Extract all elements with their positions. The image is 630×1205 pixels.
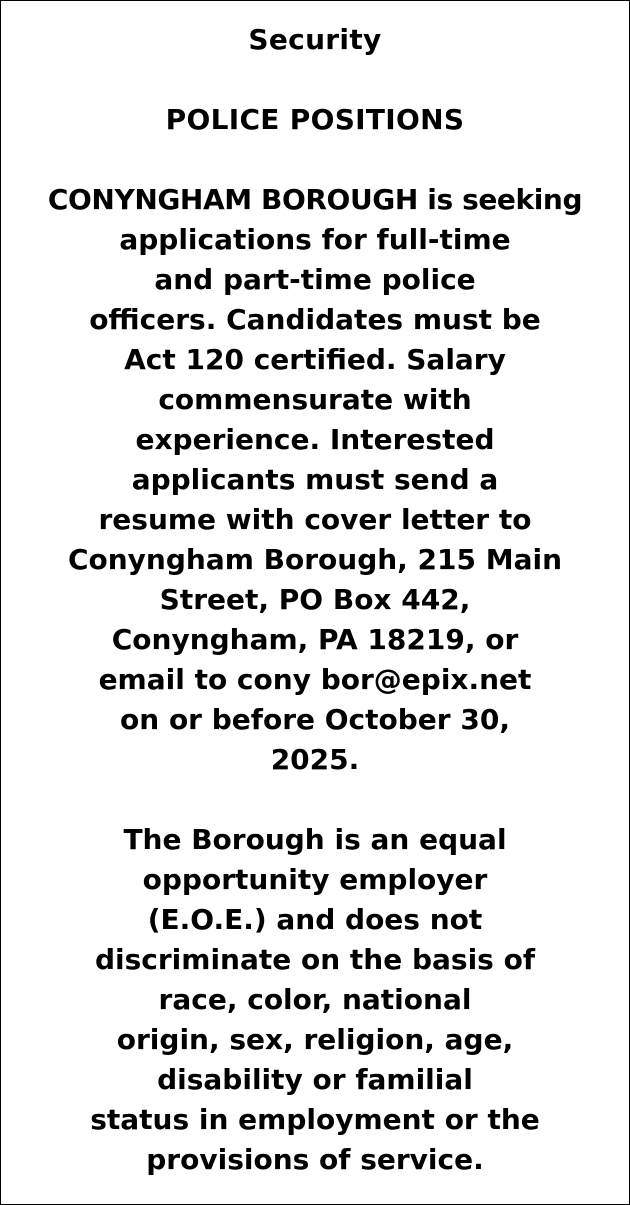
body-line: on or before October 30, bbox=[120, 703, 510, 736]
body-line: 2025. bbox=[270, 743, 360, 776]
top-padding bbox=[0, 0, 630, 20]
eoe-line: disability or familial bbox=[157, 1063, 473, 1096]
eoe-line: status in employment or the bbox=[90, 1103, 540, 1136]
eoe-line: opportunity employer bbox=[142, 863, 488, 896]
ad-body bbox=[0, 180, 630, 780]
body-line: officers. Candidates must be bbox=[89, 303, 541, 336]
eoe-line: discriminate on the basis of bbox=[94, 943, 536, 976]
body-line: Conyngham, PA 18219, or bbox=[111, 623, 519, 656]
ad-title: POLICE POSITIONS bbox=[165, 103, 465, 136]
email-line: email to cony bor@epix.net bbox=[98, 663, 532, 696]
body-line: Conyngham Borough, 215 Main bbox=[67, 543, 563, 576]
eoe-line: The Borough is an equal bbox=[123, 823, 507, 856]
body-line: applications for full-time bbox=[119, 223, 511, 256]
body-line: and part-time police bbox=[154, 263, 476, 296]
spacer bbox=[0, 780, 630, 820]
body-line: commensurate with bbox=[158, 383, 472, 416]
body-line: CONYNGHAM BOROUGH is seeking bbox=[47, 183, 583, 216]
spacer bbox=[0, 60, 630, 100]
eoe-statement bbox=[0, 820, 630, 1180]
body-line: resume with cover letter to bbox=[98, 503, 532, 536]
eoe-line: origin, sex, religion, age, bbox=[116, 1023, 514, 1056]
eoe-line: provisions of service. bbox=[146, 1143, 484, 1176]
eoe-line: race, color, national bbox=[158, 983, 472, 1016]
body-line: experience. Interested bbox=[135, 423, 495, 456]
body-line: Street, PO Box 442, bbox=[159, 583, 471, 616]
body-line: applicants must send a bbox=[131, 463, 499, 496]
eoe-line: (E.O.E.) and does not bbox=[147, 903, 483, 936]
body-line: Act 120 certified. Salary bbox=[124, 343, 506, 376]
ad-category: Security bbox=[248, 23, 382, 56]
spacer bbox=[0, 140, 630, 180]
